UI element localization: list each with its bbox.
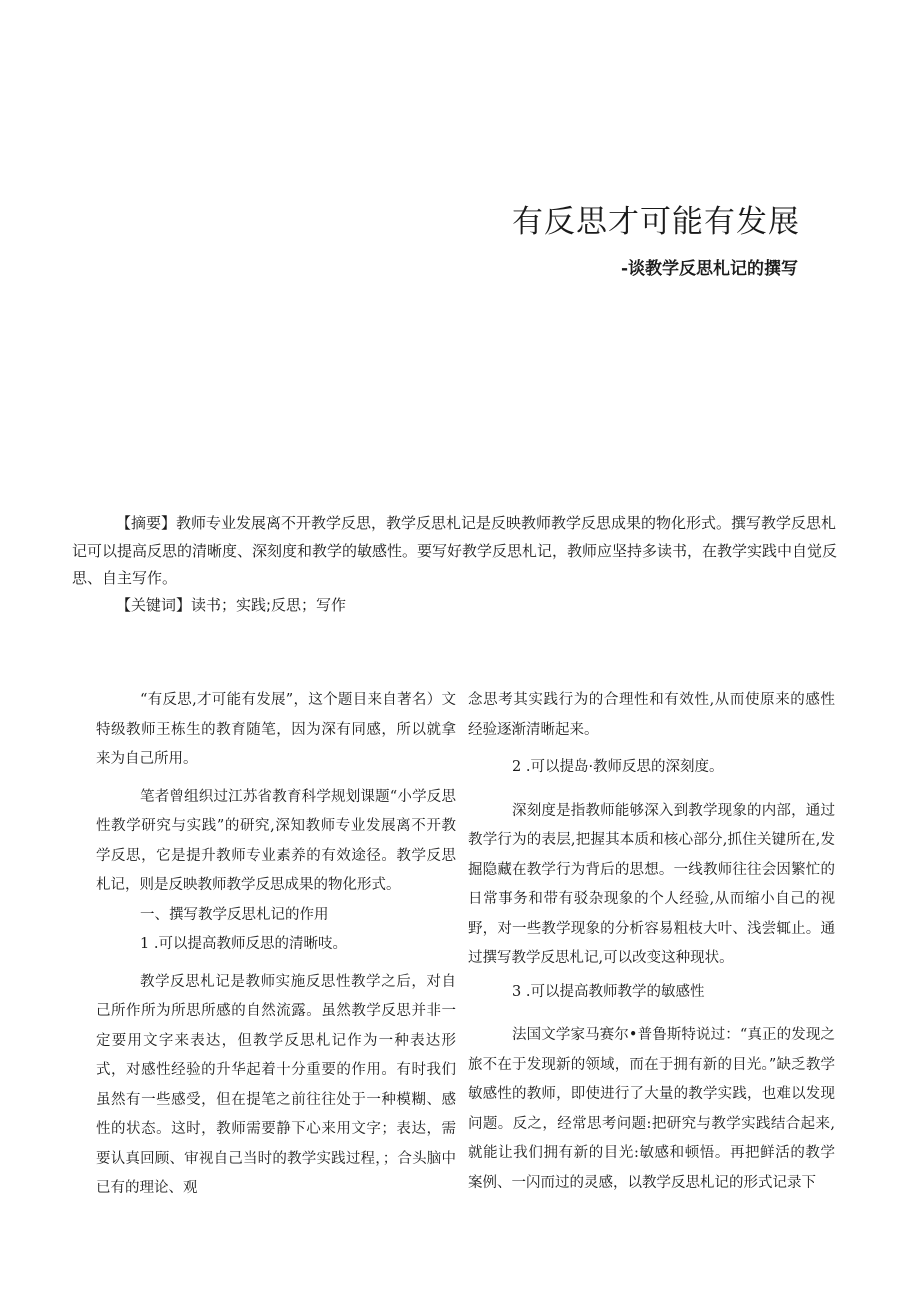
keywords: 【关键词】读书；实践;反思；写作 — [116, 596, 347, 614]
subsection-heading: 1 .可以提高教师反思的清晰吱。 — [140, 936, 347, 952]
subsection-heading: 3 .可以提高教师教学的敏感性 — [512, 983, 705, 1000]
subsection-heading: 2 .可以提岛·教师反思的深刻度。 — [512, 759, 724, 775]
left-column — [96, 686, 456, 1204]
body-paragraph: 教学反思札记是教师实施反思性教学之后，对自己所作所为所思所感的自然流露。虽然教学反思并非一定要用文字来表达，但教学反思札记作为一种表达形式，对感性经验的升华起着十分重要的作用。有时我们虽然有一些感受，但在提笔之前往往处于一种模糊、感性的状态。这时，教师需要静下心来用文字；表达，需要认真回顾、审视自己当时的教学实践过程，；合头脑中已有的理论、观 — [96, 973, 456, 1196]
body-paragraph: 笔者曾组织过江苏省教育科学规划课题“小学反思性教学研究与实践”的研究,深知教师专业发展离不开教学反思，它是提升教师专业素养的有效途径。教学反思札记，则是反映教师教学反思成果的物化形式。 — [96, 788, 456, 893]
body-paragraph: 法国文学家马赛尔•普鲁斯特说过：“真正的发现之旅不在于发现新的领域，而在于拥有新的目光。”缺乏教学敏感性的教师，即使进行了大量的教学实践，也难以发现问题。反之，经常思考问题:把研究与教学实践结合起来,就能让我们拥有新的目光:敏感和顿悟。再把鲜活的教学案例、一闪而过的灵感，以教学反思札记的形式记录下 — [468, 1027, 835, 1191]
right-column — [468, 686, 835, 1198]
abstract: 【摘要】教师专业发展离不开教学反思，教学反思札记是反映教师教学反思成果的物化形式。撰写教学反思札记可以提高反思的清晰度、深刻度和教学的敏感性。要写好教学反思札记，教师应坚持多读书，在教学实践中自觉反思、自主写作。 — [72, 514, 838, 587]
body-paragraph: 念思考其实践行为的合理性和有效性,从而使原来的感性经验逐渐清晰起来。 — [468, 692, 835, 738]
body-paragraph: 深刻度是指教师能够深入到教学现象的内部，通过教学行为的表层,把握其本质和核心部分,抓住关键所在,发掘隐藏在教学行为背后的思想。一线教师往往会因繁忙的日常事务和带有驳杂现象的个人经验,从而缩小自己的视野，对一些教学现象的分析容易粗枝大叶、浅尝辄止。通过撰写教学反思札记,可以改变这种现状。 — [468, 802, 835, 966]
article-subtitle: -谈教学反思札记的撰写 — [620, 259, 798, 279]
body-paragraph: “有反思,才可能有发展”，这个题目来自著名）文特级教师王栋生的教育随笔，因为深有同感，所以就拿来为自己所用。 — [96, 692, 456, 767]
section-heading: 一、撰写教学反思札记的作用 — [140, 906, 329, 923]
article-title: 有反思才可能有发展 — [512, 204, 800, 240]
